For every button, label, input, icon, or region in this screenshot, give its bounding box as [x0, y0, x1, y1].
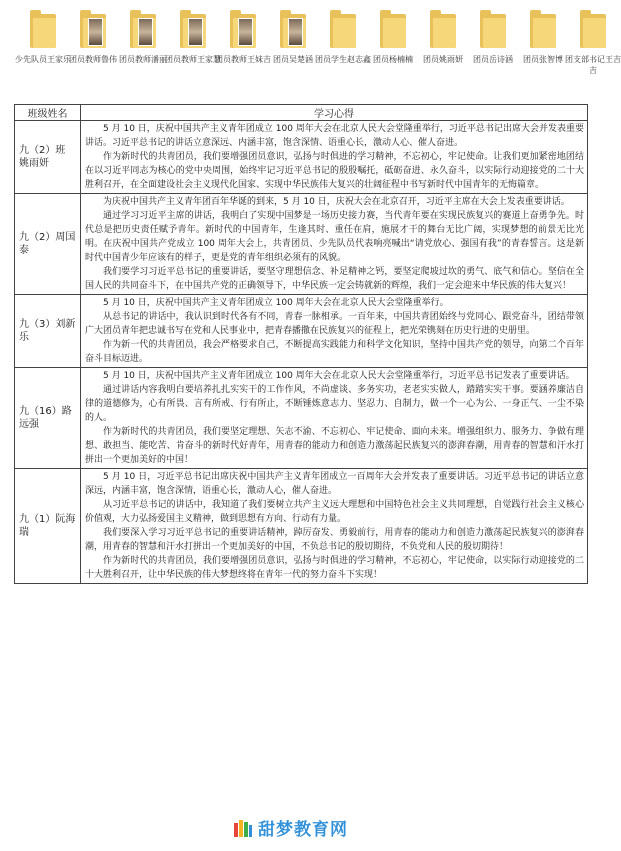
study-notes-cell — [81, 469, 588, 584]
folder-label: 团员教师潘丽 — [119, 55, 167, 64]
folder-item[interactable] — [68, 10, 118, 95]
notes-paragraph: 通过学习习近平主席的讲话，我明白了实现中国梦是一场历史接力赛，当代青年要在实现民族复兴的赛道上奋勇争先。时代总是把历史责任赋予青年。新时代的中国青年，生逢其时、重任在肩，施展才干的舞台无比广阔，实现梦想的前景无比光明。在庆祝中国共产党成立 100 周年大会上，共青团员、少先队员代表响亮喊出“请党放心、强国有我”的青春誓言。这是新时代中国青少年应该有的样子，更是党的青年组织必须有的风貌。 — [85, 211, 584, 263]
notes-paragraph: 5 月 10 日，庆祝中国共产主义青年团成立 100 周年大会在北京人民大会堂隆重举行。 — [103, 298, 449, 308]
notes-paragraph: 从习近平总书记的讲话中，我知道了我们要树立共产主义远大理想和中国特色社会主义共同理想，自觉践行社会主义核心价值观，大力弘扬爱国主义精神，做到思想有方向、行动有力量。 — [85, 500, 584, 524]
study-notes-cell — [81, 121, 588, 194]
watermark — [232, 815, 348, 840]
folder-icon — [80, 10, 106, 48]
folder-label: 团员吴楚涵 — [273, 55, 313, 64]
notes-paragraph: 5 月 10 日，庆祝中国共产主义青年团成立 100 周年大会在北京人民大会堂隆重举行，习近平总书记出席大会并发表重要讲话。习近平总书记的讲话立意深远、内涵丰富，饱含深情、语重心长，激动人心、催人奋进。 — [85, 124, 584, 148]
folder-item[interactable] — [418, 10, 468, 95]
table-row — [15, 469, 588, 584]
student-name-cell: 九（16）路远强 — [15, 368, 81, 469]
folder-icon — [230, 10, 256, 48]
folder-item[interactable] — [215, 10, 271, 95]
watermark-text: 甜梦教育网 — [258, 820, 348, 840]
header-study-notes: 学习心得 — [81, 105, 588, 121]
photo-thumbnail — [288, 18, 303, 46]
notes-paragraph: 我们要深入学习习近平总书记的重要讲话精神，踔厉奋发、勇毅前行，用青春的能动力和创造力激荡起民族复兴的澎湃春潮，用青春的智慧和汗水打拼出一个更加美好的中国，不负总书记的殷切期待，不负党和人民的殷切期待！ — [85, 528, 584, 552]
folder-item[interactable] — [165, 10, 221, 95]
student-name-cell: 九（2）班 姚雨妍 — [15, 121, 81, 194]
folder-icon — [180, 10, 206, 48]
folder-label: 团员岳诗涵 — [473, 55, 513, 64]
folder-item[interactable] — [268, 10, 318, 95]
folder-icon — [130, 10, 156, 48]
photo-thumbnail — [238, 18, 253, 46]
study-notes-table — [14, 104, 588, 584]
photo-thumbnail — [138, 18, 153, 46]
table-row — [15, 194, 588, 295]
folder-label: 团员教师王家慧 — [165, 55, 221, 64]
table-row — [15, 121, 588, 194]
notes-paragraph: 为庆祝中国共产主义青年团百年华诞的到来，5 月 10 日，庆祝大会在北京召开，习近平主席在大会上发表重要讲话。 — [103, 197, 570, 207]
folder-label: 团员杨楠楠 — [373, 55, 413, 64]
study-notes-cell — [81, 295, 588, 368]
folder-icon — [430, 10, 456, 48]
table-row — [15, 368, 588, 469]
folder-icon — [530, 10, 556, 48]
folder-icon — [280, 10, 306, 48]
folder-icon — [580, 10, 606, 48]
folder-label: 团员张智博 — [523, 55, 563, 64]
notes-paragraph: 作为新时代的共青团员，我们要坚定理想、矢志不渝、不忘初心、牢记使命、面向未来。增强组织力、服务力、争做有理想、敢担当、能吃苦、肯奋斗的新时代好青年，用青春的能动力和创造力激荡起民族复兴的澎湃春潮，用青春的智慧和汗水打拼出一个更加美好的中国！ — [85, 427, 584, 465]
study-notes-cell — [81, 368, 588, 469]
notes-paragraph: 作为新时代的共青团员，我们要增强团员意识，弘扬与时俱进的学习精神，不忘初心，牢记使命，以实际行动迎接党的二十大胜利召开，让中华民族的伟大梦想终将在青年一代的努力奋斗下实现！ — [85, 556, 584, 580]
header-class-name: 班级姓名 — [15, 105, 81, 121]
folder-item[interactable] — [118, 10, 168, 95]
folder-grid — [15, 10, 621, 95]
notes-paragraph: 我们要学习习近平总书记的重要讲话，要坚守理想信念、补足精神之钙，要坚定爬坡过坎的勇气、底气和信心。坚信在全国人民的共同奋斗下，在中国共产党的正确领导下，中华民族一定会铸就新的辉煌，我们一定会迎来中华民族的伟大复兴！ — [85, 267, 584, 291]
folder-item[interactable] — [15, 10, 71, 95]
folder-label: 团支部书记王吉吉 — [565, 55, 621, 75]
folder-label: 团员学生赵志鑫 — [315, 55, 371, 64]
notes-paragraph: 5 月 10 日，庆祝中国共产主义青年团成立 100 周年大会在北京人民大会堂隆重举行，习近平总书记发表了重要讲话。 — [103, 371, 575, 381]
student-name-cell: 九（2）周国泰 — [15, 194, 81, 295]
notes-paragraph: 通过讲话内容我明白要培养扎扎实实干的工作作风，不尚虚谈、多务实功，老老实实做人，踏踏实实干事。要涵养廉洁自律的道德修为，心有所畏、言有所戒、行有所止，不断锤炼意志力、坚忍力、自制力，做一个一心为公、一身正气、一尘不染的人。 — [85, 385, 584, 423]
folder-item[interactable] — [468, 10, 518, 95]
photo-thumbnail — [88, 18, 103, 46]
folder-label: 少先队员王家乐 — [15, 55, 71, 64]
folder-icon — [480, 10, 506, 48]
study-notes-cell — [81, 194, 588, 295]
notes-paragraph: 作为新一代的共青团员，我会严格要求自己，不断提高实践能力和科学文化知识，坚持中国共产党的领导，向第二个百年奋斗目标迈进。 — [85, 340, 584, 364]
photo-thumbnail — [188, 18, 203, 46]
folder-label: 团员教师鲁伟 — [69, 55, 117, 64]
table-header-row — [15, 105, 588, 121]
folder-icon — [330, 10, 356, 48]
folder-icon — [380, 10, 406, 48]
folder-label: 团员教师王妹吉 — [215, 55, 271, 64]
student-name-cell: 九（3）刘新乐 — [15, 295, 81, 368]
notes-paragraph: 从总书记的讲话中，我认识到时代各有不同，青春一脉相承。一百年来，中国共青团始终与党同心、跟党奋斗，团结带领广大团员青年把忠诚书写在党和人民事业中，把青春播撒在民族复兴的征程上，把光荣镌刻在历史行进的史册里。 — [85, 312, 584, 336]
notes-paragraph: 5 月 10 日，习近平总书记出席庆祝中国共产主义青年团成立一百周年大会并发表了重要讲话。习近平总书记的讲话立意深远，内涵丰富，饱含深情，语重心长，激动人心，催人奋进。 — [85, 472, 584, 496]
folder-item[interactable] — [315, 10, 371, 95]
book-logo-icon — [232, 817, 254, 839]
folder-icon — [30, 10, 56, 48]
folder-item[interactable] — [565, 10, 621, 95]
folder-item[interactable] — [368, 10, 418, 95]
folder-item[interactable] — [518, 10, 568, 95]
notes-paragraph: 作为新时代的共青团员，我们要增强团员意识，弘扬与时俱进的学习精神，不忘初心，牢记使命。让我们更加紧密地团结在以习近平同志为核心的党中央周围，始终牢记习近平总书记的殷殷嘱托，砥砺奋进、永久奋斗，以实际行动迎接党的二十大胜利召开，在全面建设社会主义现代化国家、实现中华民族伟大复兴的壮阔征程中书写新时代中国青年的无悔篇章。 — [85, 152, 584, 190]
table-row — [15, 295, 588, 368]
student-name-cell: 九（1）阮海瑞 — [15, 469, 81, 584]
folder-label: 团员姚雨妍 — [423, 55, 463, 64]
